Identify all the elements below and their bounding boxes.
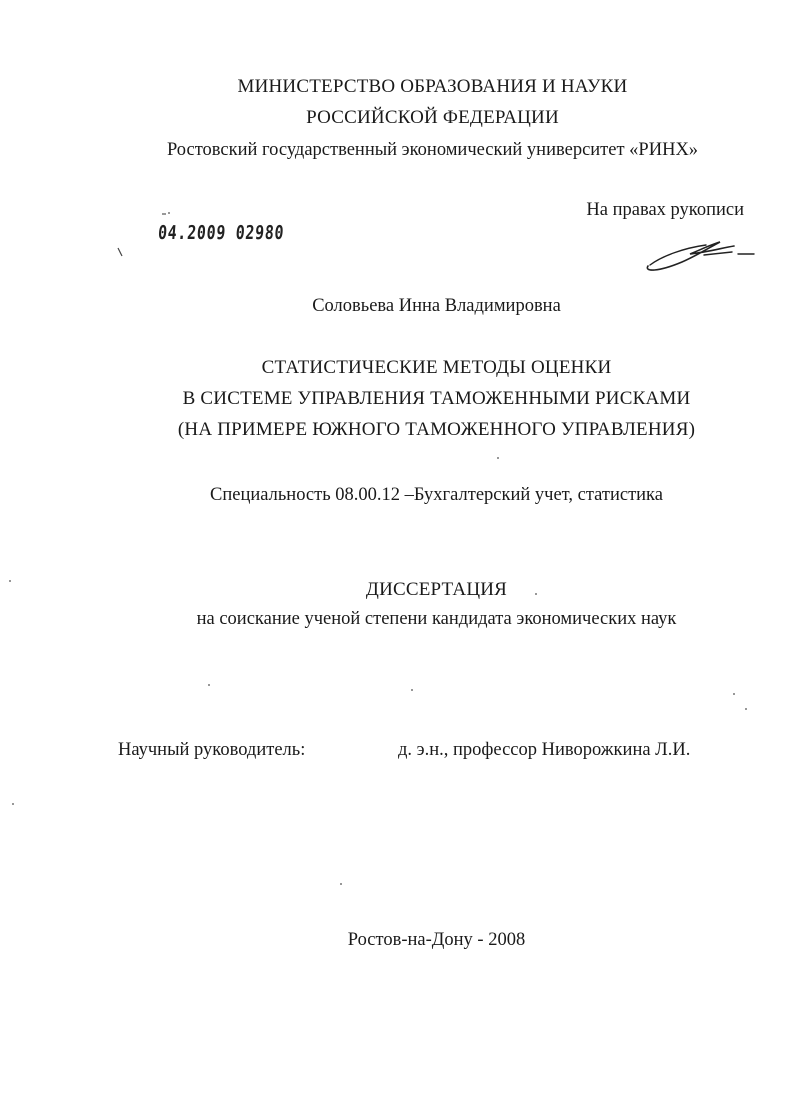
scan-speck [12,803,14,805]
title-line-1: СТАТИСТИЧЕСКИЕ МЕТОДЫ ОЦЕНКИ [261,357,612,378]
registration-stamp: 04.2009 02980 [157,222,286,244]
title-line-3: (НА ПРИМЕРЕ ЮЖНОГО ТАМОЖЕННОГО УПРАВЛЕНИЯ) [177,419,696,440]
supervisor-label: Научный руководитель: [118,740,306,760]
degree-statement: на соискание ученой степени кандидата экономических наук [196,609,677,629]
scan-speck [497,457,499,459]
author-name: Соловьева Инна Владимировна [312,296,561,316]
ministry-line-2: РОССИЙСКОЙ ФЕДЕРАЦИИ [306,107,559,128]
ministry-line-1: МИНИСТЕРСТВО ОБРАЗОВАНИЯ И НАУКИ [237,76,628,97]
speciality: Специальность 08.00.12 –Бухгалтерский учет, статистика [210,485,663,505]
title-line-2: В СИСТЕМЕ УПРАВЛЕНИЯ ТАМОЖЕННЫМИ РИСКАМИ [182,388,691,409]
university-name: Ростовский государственный экономический университет «РИНХ» [166,140,699,160]
scan-speck [411,689,413,691]
supervisor-name: д. э.н., профессор Ниворожкина Л.И. [398,740,691,760]
scan-speck [340,883,342,885]
document-type: ДИССЕРТАЦИЯ [365,579,508,600]
city-year: Ростов-на-Дону - 2008 [347,930,526,950]
manuscript-note: На правах рукописи [586,200,744,220]
signature-icon [642,232,757,274]
scan-speck [745,708,747,710]
scan-speck [733,693,735,695]
scan-speck [535,593,537,595]
scan-speck [208,684,210,686]
scan-speck [9,580,11,582]
